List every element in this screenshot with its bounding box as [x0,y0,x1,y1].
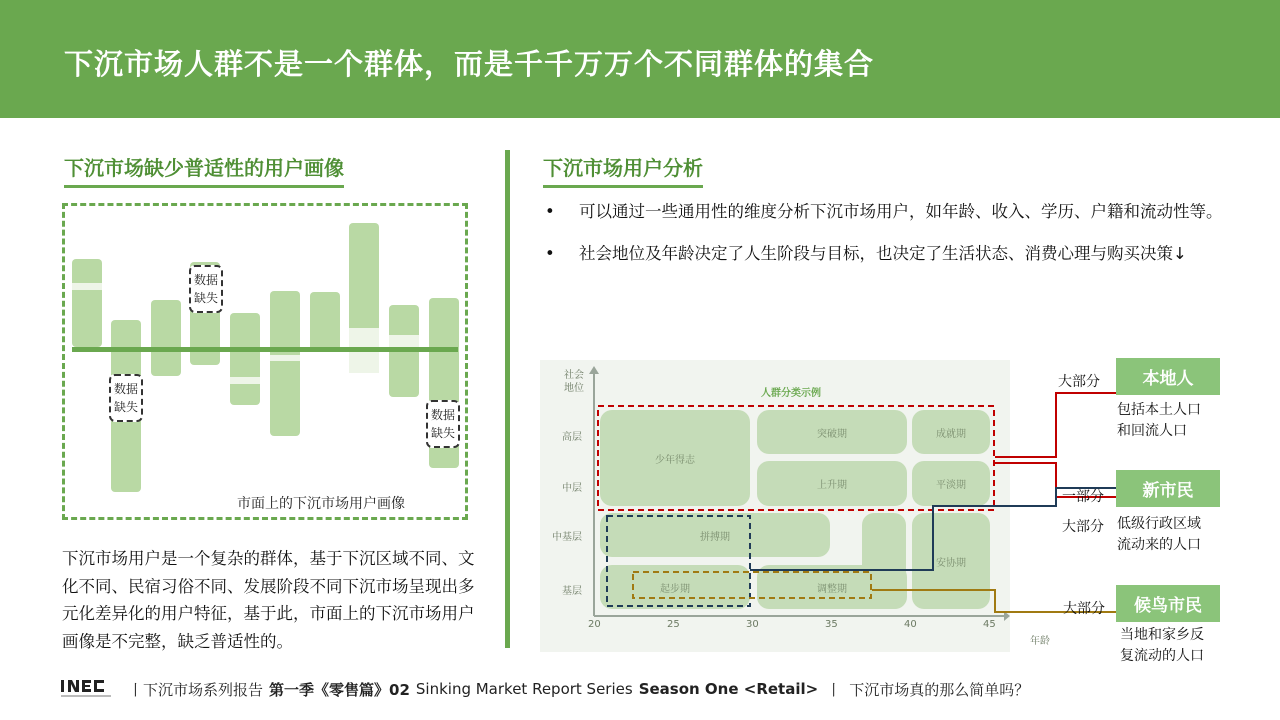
x-tick: 35 [825,619,838,630]
x-tick: 30 [746,619,759,630]
group-start: 起步期 [600,565,750,609]
segment-share: 一部分 [1062,489,1104,505]
level-label: 中基层 [552,532,582,543]
segment-share: 大部分 [1058,374,1100,390]
segment-tag-locals: 本地人 [1116,358,1220,395]
persona-bar [230,313,260,405]
segment-share: 大部分 [1062,519,1104,535]
bullet-list [545,198,1235,282]
footer-season-en: Season One <Retail> [638,680,819,698]
group-plain: 平淡期 [912,461,990,506]
persona-bar [72,259,102,347]
y-axis-label: 地位 [564,383,584,394]
segment-share: 大部分 [1063,601,1105,617]
right-section-title: 下沉市场用户分析 [543,152,703,188]
group-breakthrough: 突破期 [757,410,907,454]
header-banner [0,0,1280,118]
footer-season: 第一季《零售篇》02 [269,680,410,699]
missing-data-tag: 数据 缺失 [109,374,143,422]
level-label: 高层 [562,432,582,443]
segment-desc: 低级行政区域 流动来的人口 [1117,516,1201,553]
group-adjust: 调整期 [757,565,907,609]
x-axis-label: 年龄 [1030,636,1050,647]
bullet-item: • 可以通过一些通用性的维度分析下沉市场用户，如年龄、收入、学历、户籍和流动性等。 [545,202,1223,221]
footer [60,677,1029,701]
segment-tag-new-citizens: 新市民 [1116,470,1220,507]
segment-tag-migrant-citizens: 候鸟市民 [1116,585,1220,622]
missing-data-tag: 数据 缺失 [426,400,460,448]
group-achievement: 成就期 [912,410,990,454]
bullet-item: • 社会地位及年龄决定了人生阶段与目标，也决定了生活状态、消费心理与购买决策↓ [545,244,1187,263]
x-tick: 40 [904,619,917,630]
illustration-caption: 市面上的下沉市场用户画像 [237,496,405,512]
segment-desc: 包括本土人口 和回流人口 [1117,402,1201,439]
footer-series: 丨下沉市场系列报告 [128,680,264,699]
group-settle: 安协期 [912,513,990,609]
left-section-title: 下沉市场缺少普适性的用户画像 [64,152,344,188]
x-tick: 20 [588,619,601,630]
group-youth: 少年得志 [600,410,750,506]
chart-highlight-frames [540,360,1010,652]
group-rising: 上升期 [757,461,907,506]
group-struggle: 拼搏期 [600,513,830,557]
missing-data-tag: 数据 缺失 [189,265,223,313]
footer-separator: 丨 [826,680,842,699]
persona-bar [151,300,181,376]
population-classification-chart [540,360,1050,652]
level-label: 基层 [562,586,582,597]
x-tick: 45 [983,619,996,630]
column-divider [505,150,510,648]
footer-series-en: Sinking Market Report Series [415,680,633,698]
segment-desc: 当地和家乡反 复流动的人口 [1120,627,1204,664]
footer-report-title: 下沉市场真的那么简单吗？ [849,680,1030,699]
x-tick: 25 [667,619,680,630]
persona-bar [270,291,300,436]
left-paragraph: 下沉市场用户是一个复杂的群体，基于下沉区域不同、文化不同、民宿习俗不同、发展阶段不同下沉市场呈现出多元化差异化的用户特征，基于此，市面上的下沉市场用户画像是不完整，缺乏普适性的。 [62,549,475,651]
persona-bar [310,292,340,352]
chart-title: 人群分类示例 [761,388,821,399]
page-title: 下沉市场人群不是一个群体，而是千千万万个不同群体的集合 [64,47,875,81]
y-axis-label: 社会 [564,370,584,381]
persona-center-line [72,347,458,352]
company-logo-icon [60,678,116,700]
level-label: 中层 [562,483,582,494]
